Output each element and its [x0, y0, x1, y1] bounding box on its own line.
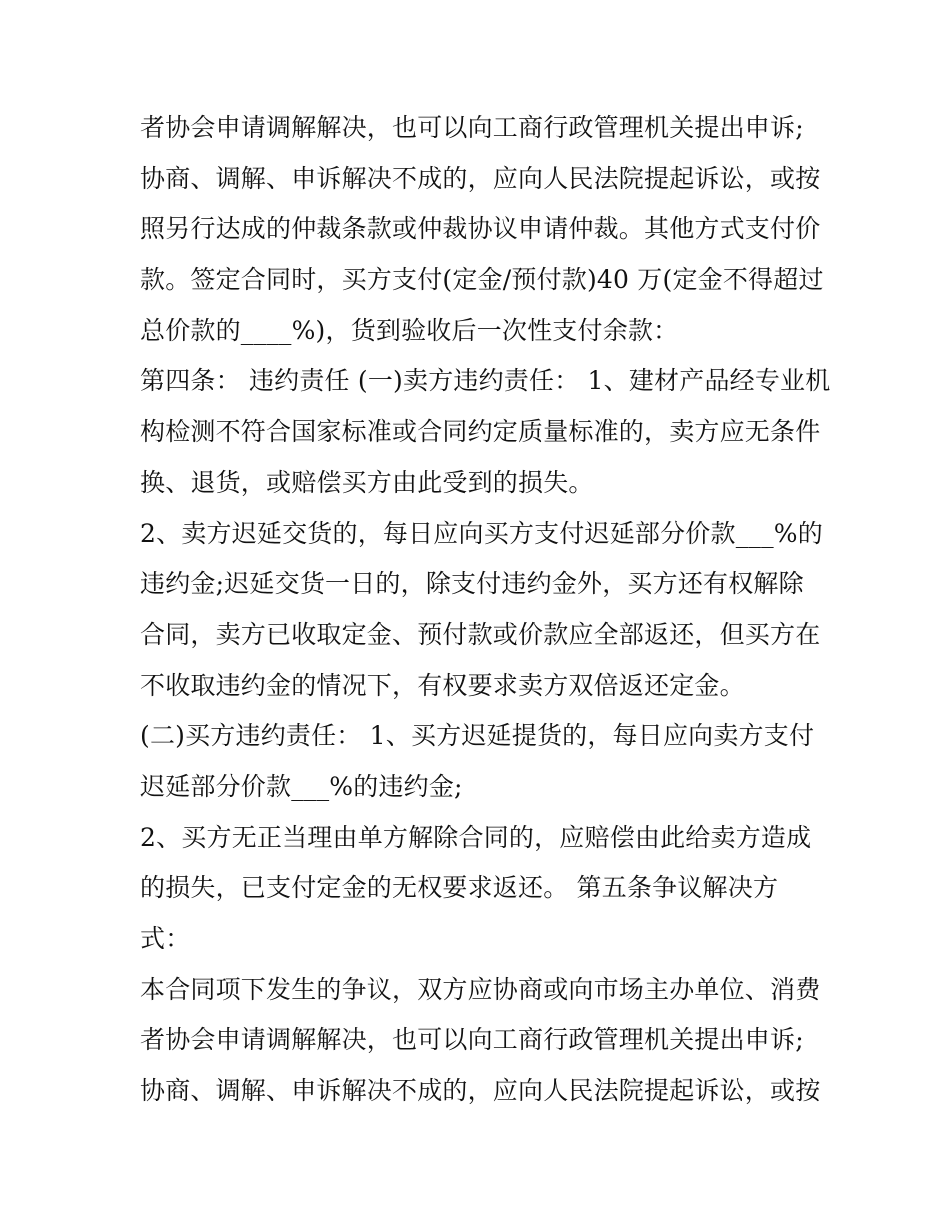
text-line: 的损失，已支付定金的无权要求返还。 第五条争议解决方	[140, 873, 779, 903]
text-line: 构检测不符合国家标准或合同约定质量标准的，卖方应无条件	[140, 417, 821, 447]
text-line: 合同，卖方已收取定金、预付款或价款应全部返还，但买方在	[140, 619, 821, 649]
text-line: (二)买方违约责任： 1、买方迟延提货的，每日应向卖方支付	[140, 721, 815, 751]
text-line: 式：	[140, 924, 191, 953]
text-line: 本合同项下发生的争议，双方应协商或向市场主办单位、消费	[140, 974, 821, 1004]
text-line: 2、卖方迟延交货的，每日应向买方支付迟延部分价款___%的	[140, 518, 823, 548]
text-line: 总价款的____%)，货到验收后一次性支付余款：	[140, 315, 679, 345]
text-line: 换、退货，或赔偿买方由此受到的损失。	[140, 467, 594, 497]
text-line: 迟延部分价款___%的违约金;	[140, 771, 463, 801]
text-line: 照另行达成的仲裁条款或仲裁协议申请仲裁。其他方式支付价	[140, 214, 821, 244]
text-line: 协商、调解、申诉解决不成的，应向人民法院提起诉讼，或按	[140, 163, 821, 193]
text-line: 协商、调解、申诉解决不成的，应向人民法院提起诉讼，或按	[140, 1076, 821, 1106]
text-line: 者协会申请调解解决，也可以向工商行政管理机关提出申诉;	[140, 113, 804, 142]
text-line: 违约金;迟延交货一日的，除支付违约金外，买方还有权解除	[140, 569, 804, 599]
text-line: 者协会申请调解解决，也可以向工商行政管理机关提出申诉;	[140, 1025, 804, 1055]
text-line: 第四条： 违约责任 (一)卖方违约责任： 1、建材产品经专业机	[140, 366, 831, 396]
text-line: 款。签定合同时，买方支付(定金/预付款)40 万(定金不得超过	[140, 265, 824, 295]
text-line: 2、买方无正当理由单方解除合同的，应赔偿由此给卖方造成	[140, 822, 812, 852]
contract-text	[140, 103, 831, 1117]
text-line: 不收取违约金的情况下，有权要求卖方双倍返还定金。	[140, 670, 745, 700]
